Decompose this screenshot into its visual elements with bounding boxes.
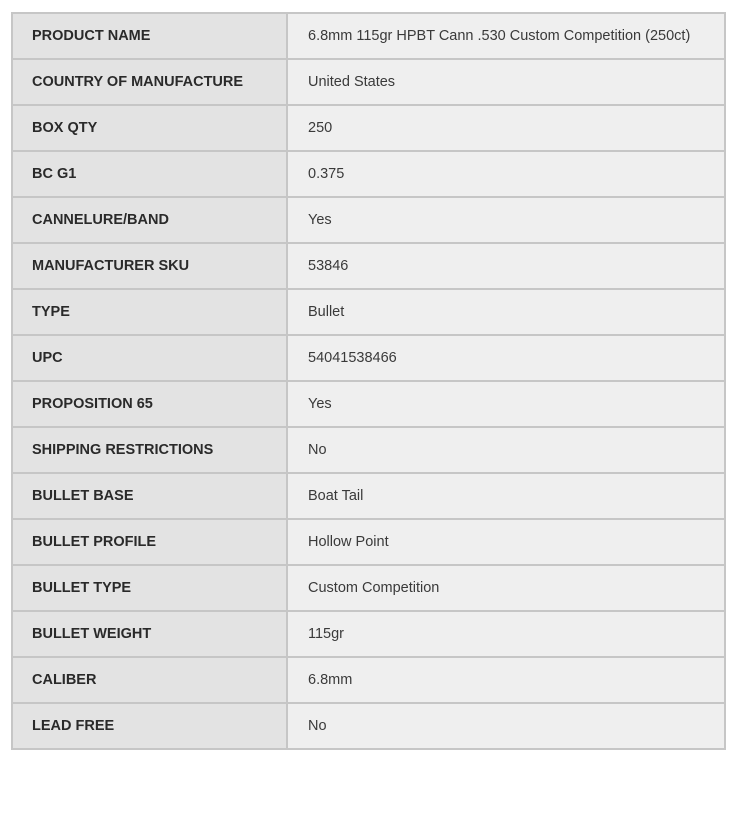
spec-row-type [12, 289, 725, 335]
product-specifications-table [11, 12, 726, 750]
spec-label-cannelure-band: CANNELURE/BAND [12, 197, 287, 243]
spec-row-bullet-base [12, 473, 725, 519]
spec-value-bullet-profile: Hollow Point [287, 519, 725, 565]
spec-label-bullet-weight: BULLET WEIGHT [12, 611, 287, 657]
spec-value-bullet-base: Boat Tail [287, 473, 725, 519]
spec-label-manufacturer-sku: MANUFACTURER SKU [12, 243, 287, 289]
spec-row-caliber [12, 657, 725, 703]
spec-table-body [12, 13, 725, 749]
spec-row-country-of-manufacture [12, 59, 725, 105]
spec-value-bullet-weight: 115gr [287, 611, 725, 657]
spec-label-bullet-base: BULLET BASE [12, 473, 287, 519]
spec-row-box-qty [12, 105, 725, 151]
spec-value-shipping-restrictions: No [287, 427, 725, 473]
spec-label-box-qty: BOX QTY [12, 105, 287, 151]
spec-value-cannelure-band: Yes [287, 197, 725, 243]
spec-row-bullet-profile [12, 519, 725, 565]
spec-value-bullet-type: Custom Competition [287, 565, 725, 611]
spec-value-manufacturer-sku: 53846 [287, 243, 725, 289]
spec-value-country-of-manufacture: United States [287, 59, 725, 105]
spec-value-bc-g1: 0.375 [287, 151, 725, 197]
spec-label-bullet-type: BULLET TYPE [12, 565, 287, 611]
spec-row-product-name [12, 13, 725, 59]
spec-label-lead-free: LEAD FREE [12, 703, 287, 749]
spec-value-product-name: 6.8mm 115gr HPBT Cann .530 Custom Competition (250ct) [287, 13, 725, 59]
spec-value-type: Bullet [287, 289, 725, 335]
spec-row-bullet-type [12, 565, 725, 611]
spec-label-bc-g1: BC G1 [12, 151, 287, 197]
spec-row-cannelure-band [12, 197, 725, 243]
spec-label-shipping-restrictions: SHIPPING RESTRICTIONS [12, 427, 287, 473]
spec-label-upc: UPC [12, 335, 287, 381]
spec-row-bullet-weight [12, 611, 725, 657]
spec-row-shipping-restrictions [12, 427, 725, 473]
spec-label-product-name: PRODUCT NAME [12, 13, 287, 59]
spec-label-bullet-profile: BULLET PROFILE [12, 519, 287, 565]
spec-row-proposition-65 [12, 381, 725, 427]
spec-value-lead-free: No [287, 703, 725, 749]
spec-row-bc-g1 [12, 151, 725, 197]
spec-value-caliber: 6.8mm [287, 657, 725, 703]
spec-label-proposition-65: PROPOSITION 65 [12, 381, 287, 427]
spec-value-box-qty: 250 [287, 105, 725, 151]
spec-row-lead-free [12, 703, 725, 749]
spec-label-type: TYPE [12, 289, 287, 335]
spec-value-upc: 54041538466 [287, 335, 725, 381]
spec-label-country-of-manufacture: COUNTRY OF MANUFACTURE [12, 59, 287, 105]
spec-row-upc [12, 335, 725, 381]
spec-label-caliber: CALIBER [12, 657, 287, 703]
spec-row-manufacturer-sku [12, 243, 725, 289]
spec-value-proposition-65: Yes [287, 381, 725, 427]
